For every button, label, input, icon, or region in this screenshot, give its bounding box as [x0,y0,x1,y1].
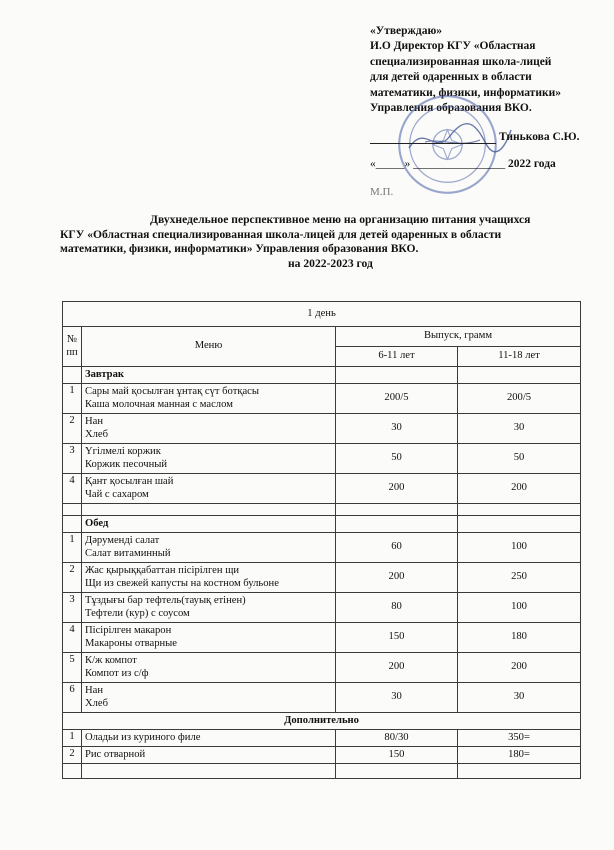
dish-name-ru: Коржик песочный [85,458,168,470]
portion-6-11: 200 [336,653,458,683]
dish-name-kz: Жас қырыққабаттан пісірілген щи [85,564,240,576]
col-header-number: № пп [63,327,82,367]
table-row [63,533,581,563]
dish-name [82,653,336,683]
menu-table [62,301,581,779]
row-number: 4 [63,474,82,504]
empty-cell [336,504,458,516]
section-title-breakfast: Завтрак [82,367,336,384]
heading-line: математики, физики, информатики» Управления образования ВКО. [60,242,419,256]
table-row [63,593,581,623]
section-title-extra: Дополнительно [63,713,581,730]
empty-cell [63,504,82,516]
col-header-output: Выпуск, грамм [336,327,581,347]
portion-6-11: 80/30 [336,730,458,747]
dish-name-ru: Щи из свежей капусты на костном бульоне [85,577,279,589]
dish-name [82,444,336,474]
dish-name-kz: Дәруменді салат [85,534,160,546]
seal-place-label: М.П. [370,186,394,198]
table-row [63,474,581,504]
approval-line: специализированная школа-лицей [370,55,552,68]
heading-line: КГУ «Областная специализированная школа-лицей для детей одаренных в области [60,227,502,241]
portion-6-11: 50 [336,444,458,474]
dish-name [82,414,336,444]
approval-line: И.О Директор КГУ «Областная [370,40,536,53]
signatory-name: Тинькова С.Ю. [499,131,580,143]
table-row [63,384,581,414]
portion-11-18: 250 [458,563,581,593]
date-year: 2022 года [508,158,556,170]
empty-cell [336,764,458,779]
row-number: 1 [63,730,82,747]
empty-cell [458,516,581,533]
dish-name [82,623,336,653]
portion-11-18: 180= [458,747,581,764]
portion-6-11: 150 [336,747,458,764]
table-row [63,414,581,444]
dish-name-kz: Тұздығы бар тефтель(тауық етінен) [85,594,246,606]
portion-6-11: 30 [336,683,458,713]
dish-name [82,533,336,563]
portion-6-11: 80 [336,593,458,623]
dish-name-kz: Қант қосылған шай [85,475,174,487]
dish-name-ru: Салат витаминный [85,547,171,559]
dish-name [82,563,336,593]
dish-name-kz: Нан [85,684,104,696]
empty-cell [82,504,336,516]
dish-name-kz: Үгілмелі коржик [85,445,161,457]
row-number: 6 [63,683,82,713]
row-number: 3 [63,593,82,623]
empty-cell [458,504,581,516]
portion-6-11: 150 [336,623,458,653]
col-header-age-11-18: 11-18 лет [458,347,581,367]
dish-name-kz: Нан [85,415,104,427]
dish-name-ru: Тефтели (кур) с соусом [85,607,190,619]
dish-name-ru: Чай с сахаром [85,488,149,500]
dish-name-kz: Сары май қосылған ұнтақ сүт ботқасы [85,385,260,397]
portion-11-18: 100 [458,533,581,563]
col-header-age-6-11: 6-11 лет [336,347,458,367]
portion-6-11: 200 [336,563,458,593]
approval-line: «Утверждаю» [370,25,442,37]
dish-name [82,683,336,713]
row-number: 1 [63,384,82,414]
portion-11-18: 200 [458,474,581,504]
portion-6-11: 200/5 [336,384,458,414]
table-row [63,683,581,713]
portion-11-18: 30 [458,414,581,444]
dish-name [82,593,336,623]
empty-cell [458,764,581,779]
dish-name-ru: Хлеб [85,428,109,440]
dish-name-ru: Хлеб [85,697,109,709]
empty-cell [336,367,458,384]
portion-6-11: 60 [336,533,458,563]
date-blank: «_____» ________________ [370,158,506,170]
empty-cell [336,516,458,533]
portion-11-18: 350= [458,730,581,747]
signature-line [370,131,605,147]
portion-11-18: 100 [458,593,581,623]
table-row [63,747,581,764]
table-row [63,623,581,653]
empty-cell [63,516,82,533]
portion-11-18: 200 [458,653,581,683]
dish-name-kz: Пісірілген макарон [85,624,172,636]
dish-name [82,474,336,504]
table-row [63,563,581,593]
dish-name-kz: К/ж компот [85,654,137,666]
table-row [63,730,581,747]
table-row [63,653,581,683]
approval-line: Управления образования ВКО. [370,102,532,115]
approval-line: математики, физики, информатики» [370,86,561,99]
portion-11-18: 180 [458,623,581,653]
row-number: 4 [63,623,82,653]
empty-cell [82,764,336,779]
dish-name-ru: Каша молочная манная с маслом [85,398,233,410]
row-number: 2 [63,563,82,593]
section-title-lunch: Обед [82,516,336,533]
dish-name-ru: Макароны отварные [85,637,177,649]
dish-name-ru: Компот из с/ф [85,667,149,679]
approval-line: для детей одаренных в области [370,71,532,84]
row-number: 2 [63,414,82,444]
heading-line: на 2022-2023 год [288,256,373,270]
row-number: 1 [63,533,82,563]
row-number: 3 [63,444,82,474]
heading-line: Двухнедельное перспективное меню на организацию питания учащихся [150,213,531,226]
dish-name: Оладьи из куриного филе [82,730,336,747]
dish-name [82,384,336,414]
portion-11-18: 50 [458,444,581,474]
empty-cell [63,367,82,384]
col-header-menu: Меню [82,327,336,367]
portion-6-11: 30 [336,414,458,444]
portion-11-18: 200/5 [458,384,581,414]
portion-6-11: 200 [336,474,458,504]
empty-cell [458,367,581,384]
document-heading [60,213,570,271]
portion-11-18: 30 [458,683,581,713]
empty-cell [63,764,82,779]
table-row [63,444,581,474]
row-number: 5 [63,653,82,683]
row-number: 2 [63,747,82,764]
dish-name: Рис отварной [82,747,336,764]
signature-underline [370,143,496,144]
approval-date [370,158,556,170]
day-title: 1 день [63,302,581,327]
